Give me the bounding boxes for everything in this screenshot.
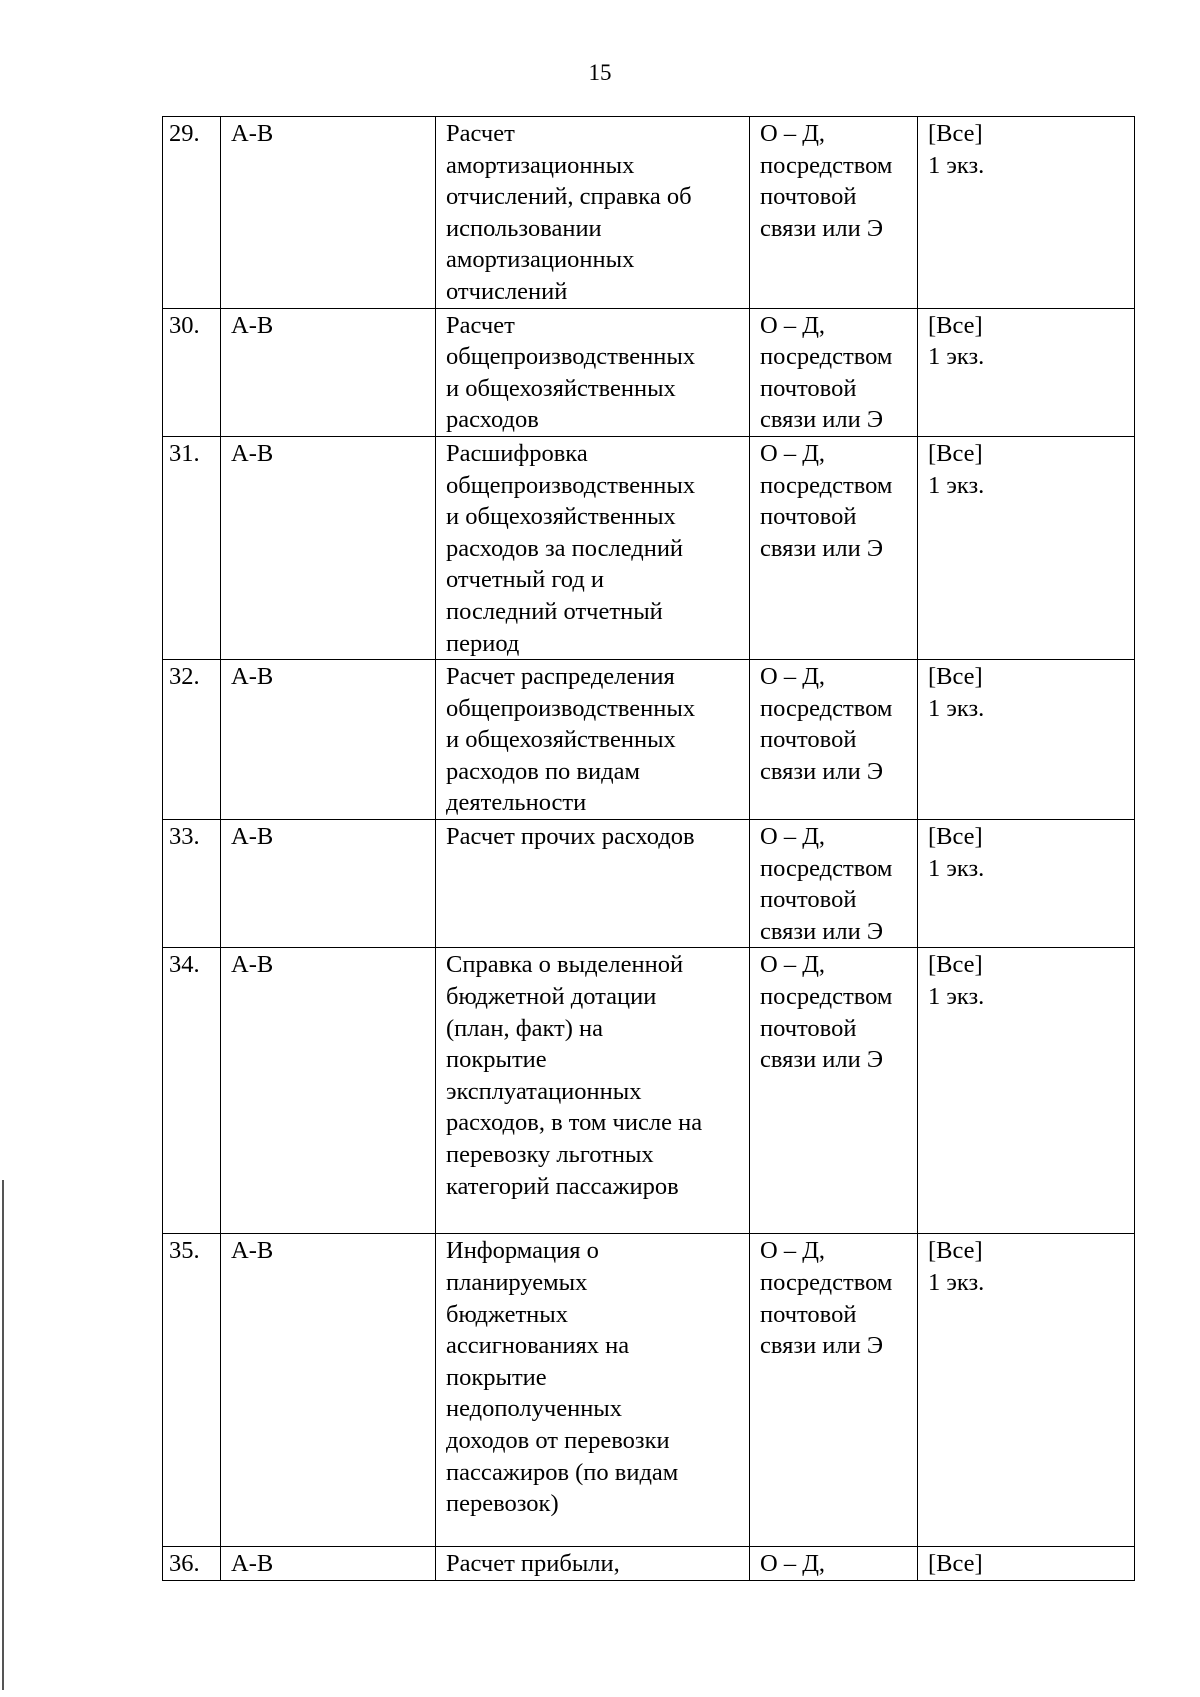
table-row — [163, 660, 1135, 820]
row-recipients: [Все] 1 экз. — [918, 820, 1135, 948]
table-row — [163, 1234, 1135, 1547]
document-table — [162, 116, 1135, 1581]
row-recipients: [Все] 1 экз. — [918, 117, 1135, 309]
row-code: А-В — [221, 820, 436, 948]
row-number: 35. — [163, 1234, 221, 1547]
row-document-name: Справка о выделенной бюджетной дотации (план, факт) на покрытие эксплуатационных расходов, в том числе на перевозку льготных категорий пассажиров — [436, 948, 750, 1234]
row-document-name: Расчет прибыли, — [436, 1547, 750, 1581]
row-recipients: [Все] 1 экз. — [918, 308, 1135, 436]
row-submission-form: О – Д, посредством почтовой связи или Э — [750, 117, 918, 309]
row-document-name: Расчет распределения общепроизводственных и общехозяйственных расходов по видам деятельности — [436, 660, 750, 820]
row-number: 30. — [163, 308, 221, 436]
row-submission-form: О – Д, посредством почтовой связи или Э — [750, 1234, 918, 1547]
row-document-name: Расшифровка общепроизводственных и общехозяйственных расходов за последний отчетный год и последний отчетный период — [436, 436, 750, 659]
row-number: 33. — [163, 820, 221, 948]
row-number: 31. — [163, 436, 221, 659]
row-recipients: [Все] 1 экз. — [918, 948, 1135, 1234]
scan-edge-line — [2, 1180, 4, 1690]
row-code: А-В — [221, 1234, 436, 1547]
table-row — [163, 308, 1135, 436]
table-row — [163, 820, 1135, 948]
page-number: 15 — [588, 60, 612, 85]
row-submission-form: О – Д, посредством почтовой связи или Э — [750, 660, 918, 820]
row-code: А-В — [221, 117, 436, 309]
row-code: А-В — [221, 660, 436, 820]
row-number: 32. — [163, 660, 221, 820]
row-document-name: Расчет прочих расходов — [436, 820, 750, 948]
table-row — [163, 117, 1135, 309]
row-recipients: [Все] 1 экз. — [918, 1234, 1135, 1547]
row-number: 34. — [163, 948, 221, 1234]
row-code: А-В — [221, 948, 436, 1234]
row-submission-form: О – Д, посредством почтовой связи или Э — [750, 308, 918, 436]
row-code: А-В — [221, 436, 436, 659]
row-submission-form: О – Д, посредством почтовой связи или Э — [750, 948, 918, 1234]
row-submission-form: О – Д, посредством почтовой связи или Э — [750, 436, 918, 659]
row-submission-form: О – Д, посредством почтовой связи или Э — [750, 820, 918, 948]
row-code: А-В — [221, 308, 436, 436]
row-document-name: Расчет амортизационных отчислений, справка об использовании амортизационных отчислений — [436, 117, 750, 309]
row-number: 36. — [163, 1547, 221, 1581]
row-submission-form: О – Д, — [750, 1547, 918, 1581]
row-code: А-В — [221, 1547, 436, 1581]
table-row — [163, 948, 1135, 1234]
row-recipients: [Все] 1 экз. — [918, 436, 1135, 659]
row-recipients: [Все] 1 экз. — [918, 660, 1135, 820]
table-row — [163, 1547, 1135, 1581]
table-row — [163, 436, 1135, 659]
row-number: 29. — [163, 117, 221, 309]
row-document-name: Расчет общепроизводственных и общехозяйственных расходов — [436, 308, 750, 436]
row-document-name: Информация о планируемых бюджетных ассигнованиях на покрытие недополученных доходов от перевозки пассажиров (по видам перевозок) — [436, 1234, 750, 1547]
row-recipients: [Все] — [918, 1547, 1135, 1581]
